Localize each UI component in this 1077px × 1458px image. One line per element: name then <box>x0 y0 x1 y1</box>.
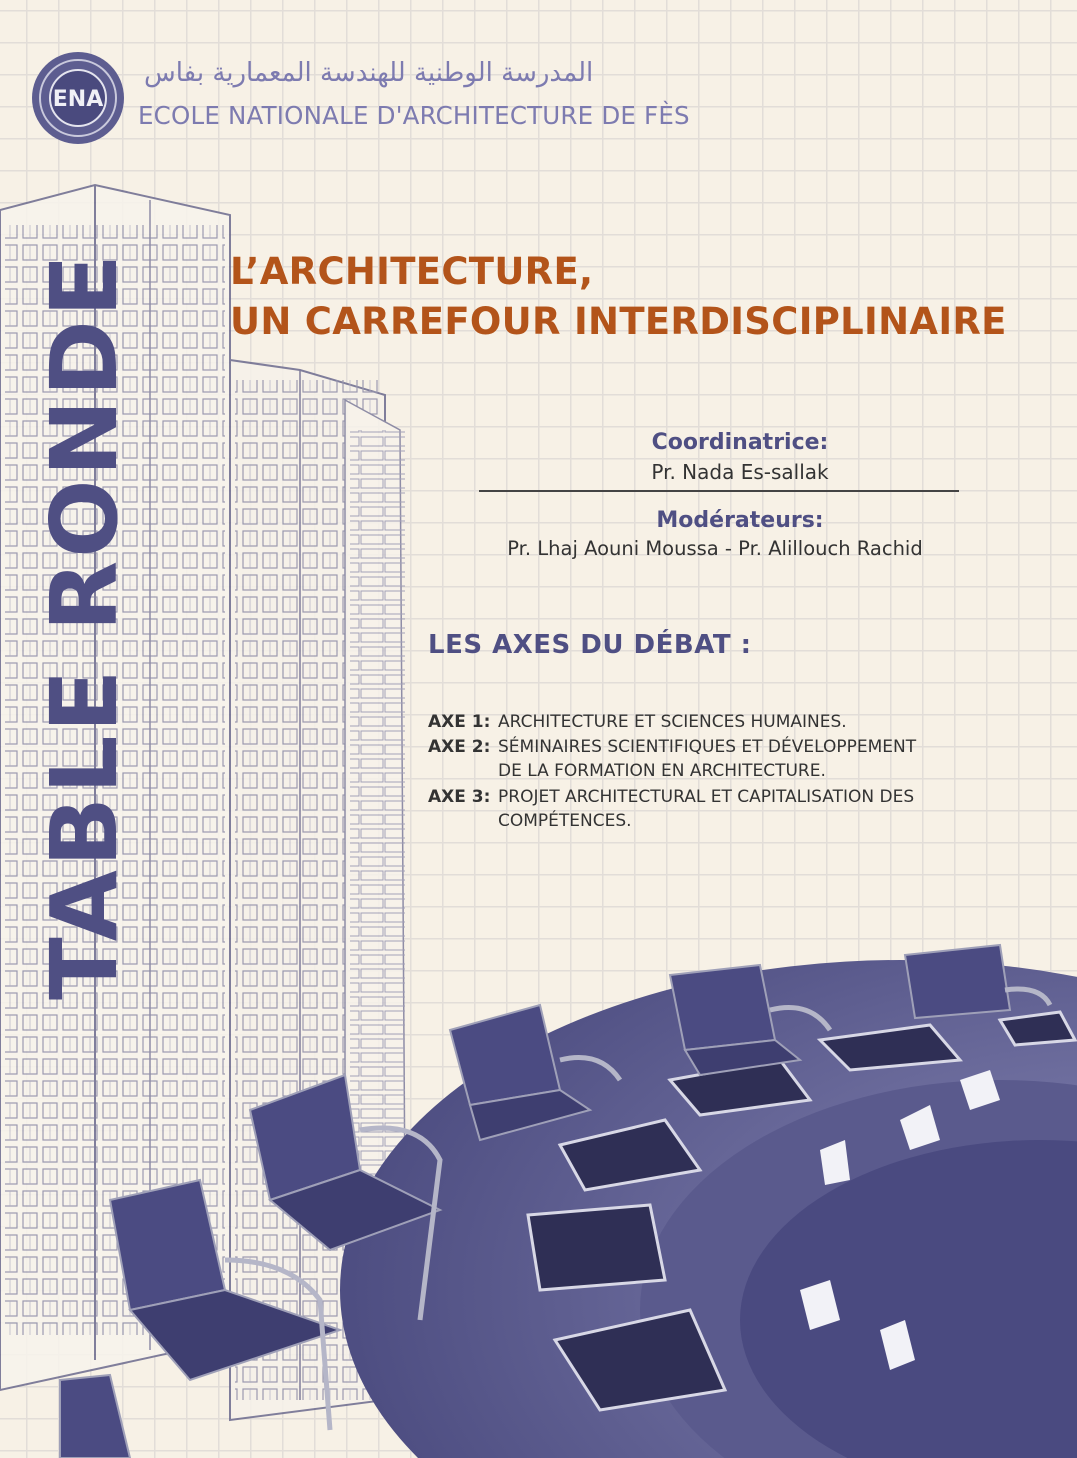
axe-label: AXE 1: <box>428 712 491 732</box>
vertical-title: TABLE RONDE <box>31 251 138 1000</box>
school-logo <box>30 50 126 146</box>
axe-text-continued: COMPÉTENCES. <box>498 811 632 831</box>
school-name-french: ECOLE NATIONALE D'ARCHITECTURE DE FÈS <box>138 101 690 130</box>
axe-text: SÉMINAIRES SCIENTIFIQUES ET DÉVELOPPEMENT <box>498 737 917 757</box>
coordinatrice-label: Coordinatrice: <box>651 430 829 455</box>
axes-heading: LES AXES DU DÉBAT : <box>428 630 752 660</box>
axe-item-3 <box>428 787 915 831</box>
axe-label: AXE 2: <box>428 737 491 757</box>
axe-item-1 <box>428 712 847 732</box>
school-name-arabic: المدرسة الوطنية للهندسة المعمارية بفاس <box>144 58 594 88</box>
divider <box>479 490 959 492</box>
moderateurs-label: Modérateurs: <box>656 508 824 533</box>
axe-text: ARCHITECTURE ET SCIENCES HUMAINES. <box>498 712 847 732</box>
axe-item-2 <box>428 737 917 781</box>
axe-text-continued: DE LA FORMATION EN ARCHITECTURE. <box>498 761 826 781</box>
logo-text: ENA <box>52 87 104 112</box>
main-title-line-2: UN CARREFOUR INTERDISCIPLINAIRE <box>230 300 1007 343</box>
axe-text: PROJET ARCHITECTURAL ET CAPITALISATION DES <box>498 787 915 807</box>
moderateurs-names: Pr. Lhaj Aouni Moussa - Pr. Alillouch Rachid <box>507 537 923 560</box>
main-title-line-1: L’ARCHITECTURE, <box>230 250 594 293</box>
coordinatrice-name: Pr. Nada Es-sallak <box>651 460 829 484</box>
axe-label: AXE 3: <box>428 787 491 807</box>
